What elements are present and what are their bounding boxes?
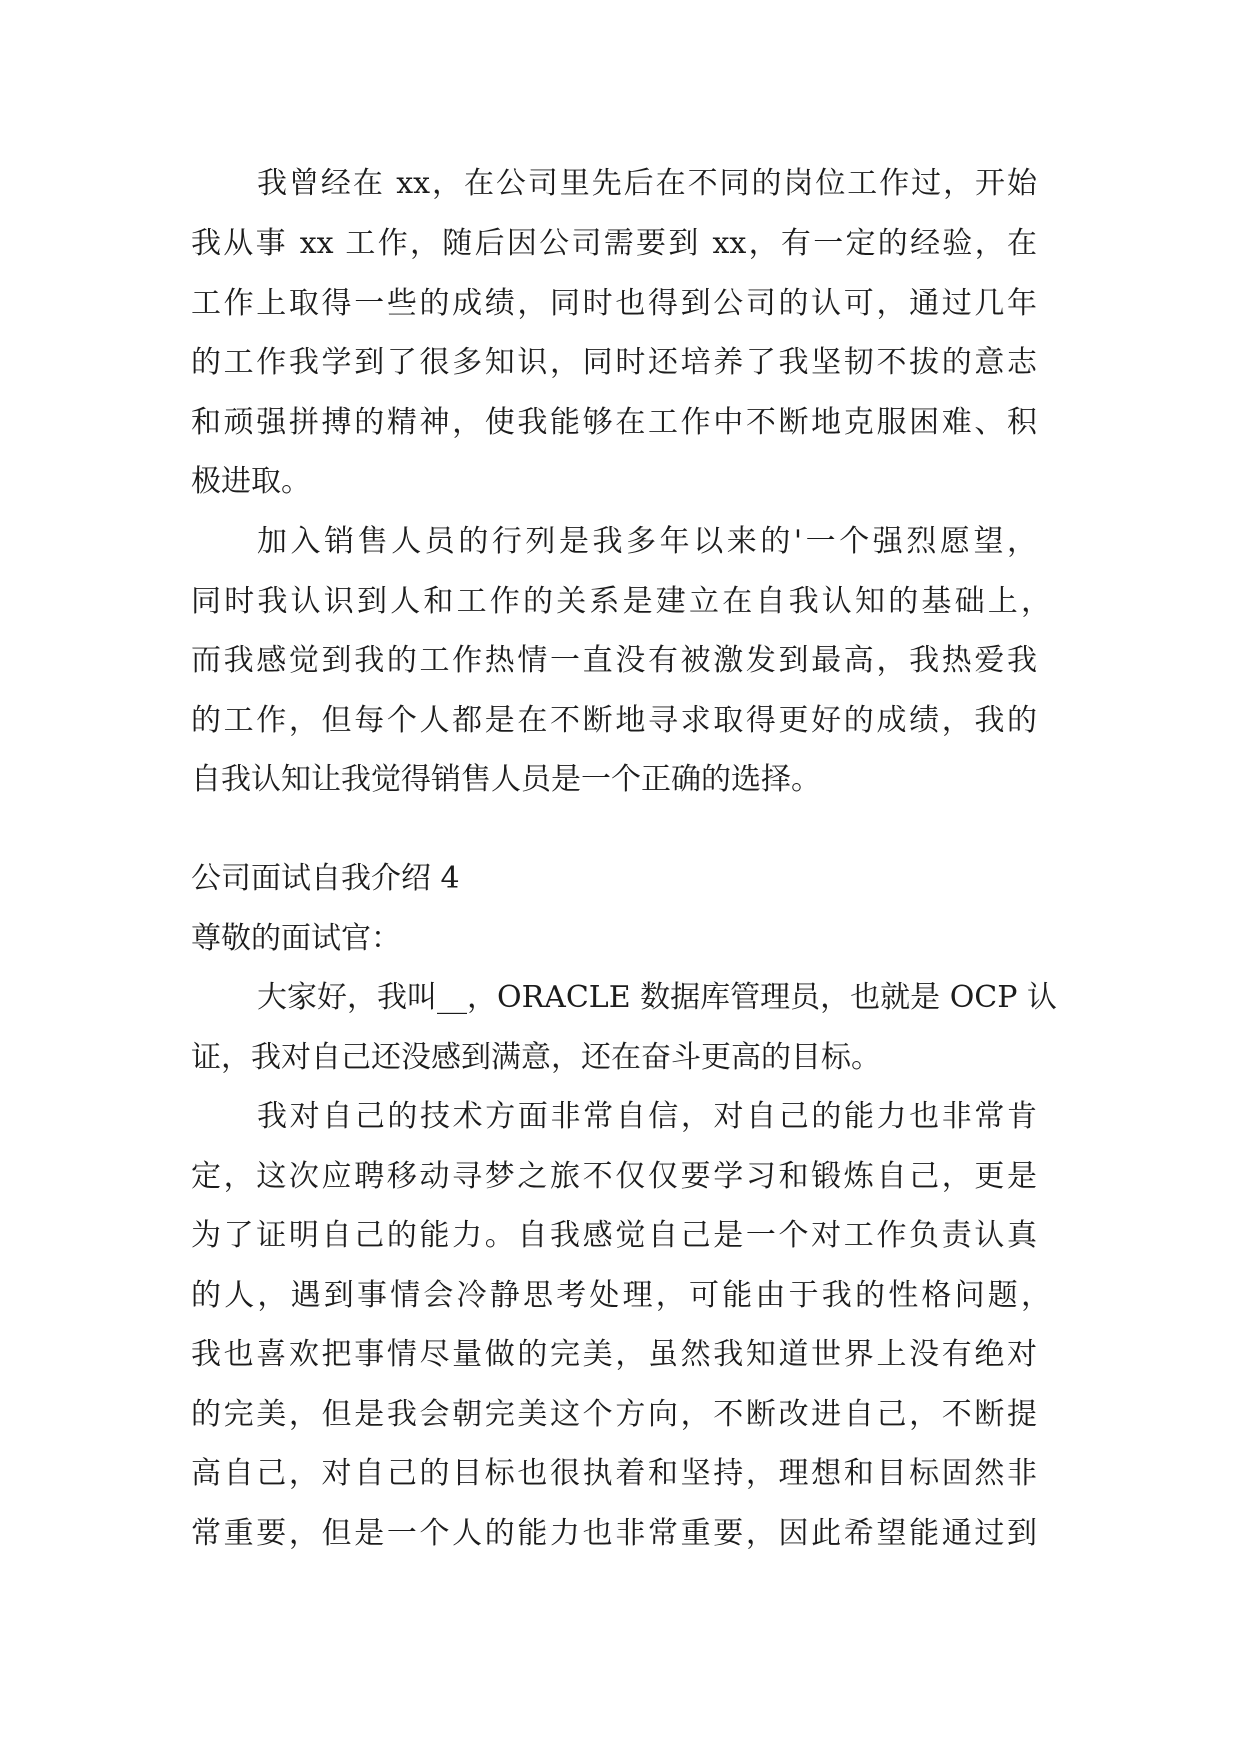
- text-line: 极进取。: [191, 464, 311, 499]
- text-line: 和顽强拼搏的精神，使我能够在工作中不断地克服困难、积: [191, 405, 1037, 440]
- text-line: 而我感觉到我的工作热情一直没有被激发到最高，我热爱我: [191, 643, 1037, 678]
- text-line: 我也喜欢把事情尽量做的完美，虽然我知道世界上没有绝对: [191, 1337, 1037, 1372]
- text-line: 工作上取得一些的成绩，同时也得到公司的认可，通过几年: [191, 286, 1037, 321]
- text-line: 自我认知让我觉得销售人员是一个正确的选择。: [191, 762, 821, 797]
- text-line: 的工作我学到了很多知识，同时还培养了我坚韧不拔的意志: [191, 345, 1037, 380]
- text-line: 的工作，但每个人都是在不断地寻求取得更好的成绩，我的: [191, 703, 1037, 738]
- text-line: 同时我认识到人和工作的关系是建立在自我认知的基础上，: [191, 584, 1051, 619]
- text-line: 我对自己的技术方面非常自信，对自己的能力也非常肯: [257, 1099, 1037, 1134]
- text-line: 高自己，对自己的目标也很执着和坚持，理想和目标固然非: [191, 1456, 1037, 1491]
- text-line: 加入销售人员的行列是我多年以来的'一个强烈愿望，: [257, 524, 1037, 559]
- text-line: 定，这次应聘移动寻梦之旅不仅仅要学习和锻炼自己，更是: [191, 1159, 1037, 1194]
- salutation: 尊敬的面试官：: [191, 921, 401, 956]
- text-line: 的完美，但是我会朝完美这个方向，不断改进自己，不断提: [191, 1397, 1037, 1432]
- text-line: 为了证明自己的能力。自我感觉自己是一个对工作负责认真: [191, 1218, 1037, 1253]
- text-line: 我从事 xx 工作，随后因公司需要到 xx，有一定的经验，在: [191, 226, 1037, 261]
- text-line: 证，我对自己还没感到满意，还在奋斗更高的目标。: [191, 1040, 881, 1075]
- section-heading: 公司面试自我介绍 4: [191, 861, 460, 896]
- text-line: 的人，遇到事情会冷静思考处理，可能由于我的性格问题，: [191, 1278, 1051, 1313]
- text-line: 我曾经在 xx，在公司里先后在不同的岗位工作过，开始: [257, 166, 1037, 201]
- text-line: 常重要，但是一个人的能力也非常重要，因此希望能通过到: [191, 1516, 1037, 1551]
- text-line: 大家好，我叫__，ORACLE 数据库管理员，也就是 OCP 认: [257, 980, 1057, 1015]
